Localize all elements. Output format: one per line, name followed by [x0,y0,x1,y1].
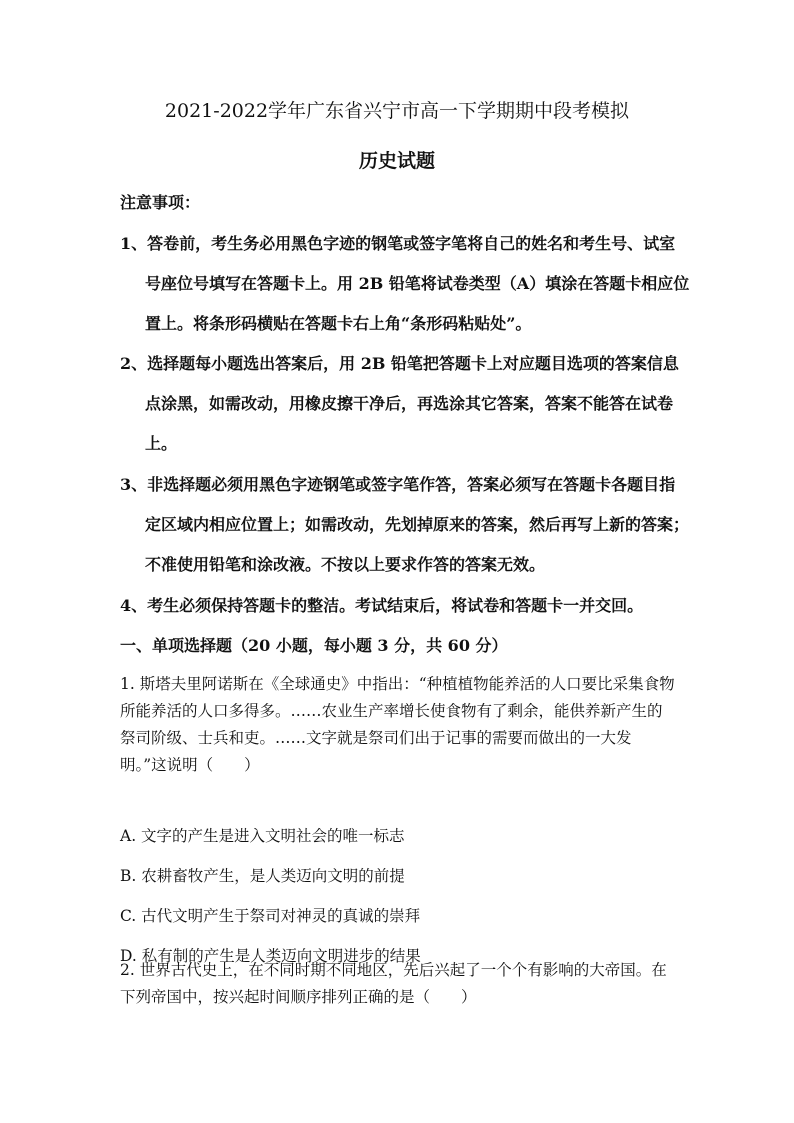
section-heading: 一、单项选择题（20 小题，每小题 3 分，共 60 分） [120,636,508,655]
notice-item-2-line-3: 上。 [145,434,178,453]
notice-heading: 注意事项： [120,193,201,212]
notice-item-3-line-2: 定区域内相应位置上；如需改动，先划掉原来的答案，然后再写上新的答案； [145,515,690,534]
exam-subtitle: 历史试题 [358,150,435,172]
question-1-option-d: D. 私有制的产生是人类迈向文明进步的结果 [120,947,421,965]
question-1-stem: 1. 斯塔夫里阿诺斯在《全球通史》中指出：“种植植物能养活的人口要比采集食物所能养活的人口多得多。……农业生产率增长使食物有了剩余，能供养新产生的祭司阶级、士兵和吏。……文字就是祭司们出于记事的需要而做出的一大发明。”这说明（ ） [120,675,675,774]
question-2-stem: 2. 世界古代史上，在不同时期不同地区，先后兴起了一个个有影响的大帝国。在下列帝国中，按兴起时间顺序排列正确的是（ ） [120,961,667,1006]
question-1-option-b: B. 农耕畜牧产生，是人类迈向文明的前提 [120,867,405,885]
question-1-option-c: C. 古代文明产生于祭司对神灵的真诚的崇拜 [120,907,421,925]
notice-item-2-line-1: 2、选择题每小题选出答案后，用 2B 铅笔把答题卡上对应题目选项的答案信息 [120,354,679,373]
exam-title: 2021-2022学年广东省兴宁市高一下学期期中段考模拟 [164,100,630,122]
notice-item-2-line-2: 点涂黑，如需改动，用橡皮擦干净后，再选涂其它答案，答案不能答在试卷 [145,394,674,413]
notice-item-3-line-3: 不准使用铅笔和涂改液。不按以上要求作答的答案无效。 [145,555,546,574]
question-1-option-a: A. 文字的产生是进入文明社会的唯一标志 [120,827,405,845]
notice-item-3-line-1: 3、非选择题必须用黑色字迹钢笔或签字笔作答，答案必须写在答题卡各题目指 [120,475,676,494]
notice-item-4: 4、考生必须保持答题卡的整洁。考试结束后，将试卷和答题卡一并交回。 [120,596,644,615]
notice-item-1-line-3: 置上。将条形码横贴在答题卡右上角“条形码粘贴处”。 [145,314,532,333]
notice-item-1-line-2: 号座位号填写在答题卡上。用 2B 铅笔将试卷类型（A）填涂在答题卡相应位 [145,274,690,293]
notice-item-1-line-1: 1、答卷前，考生务必用黑色字迹的钢笔或签字笔将自己的姓名和考生号、试室 [120,234,676,253]
